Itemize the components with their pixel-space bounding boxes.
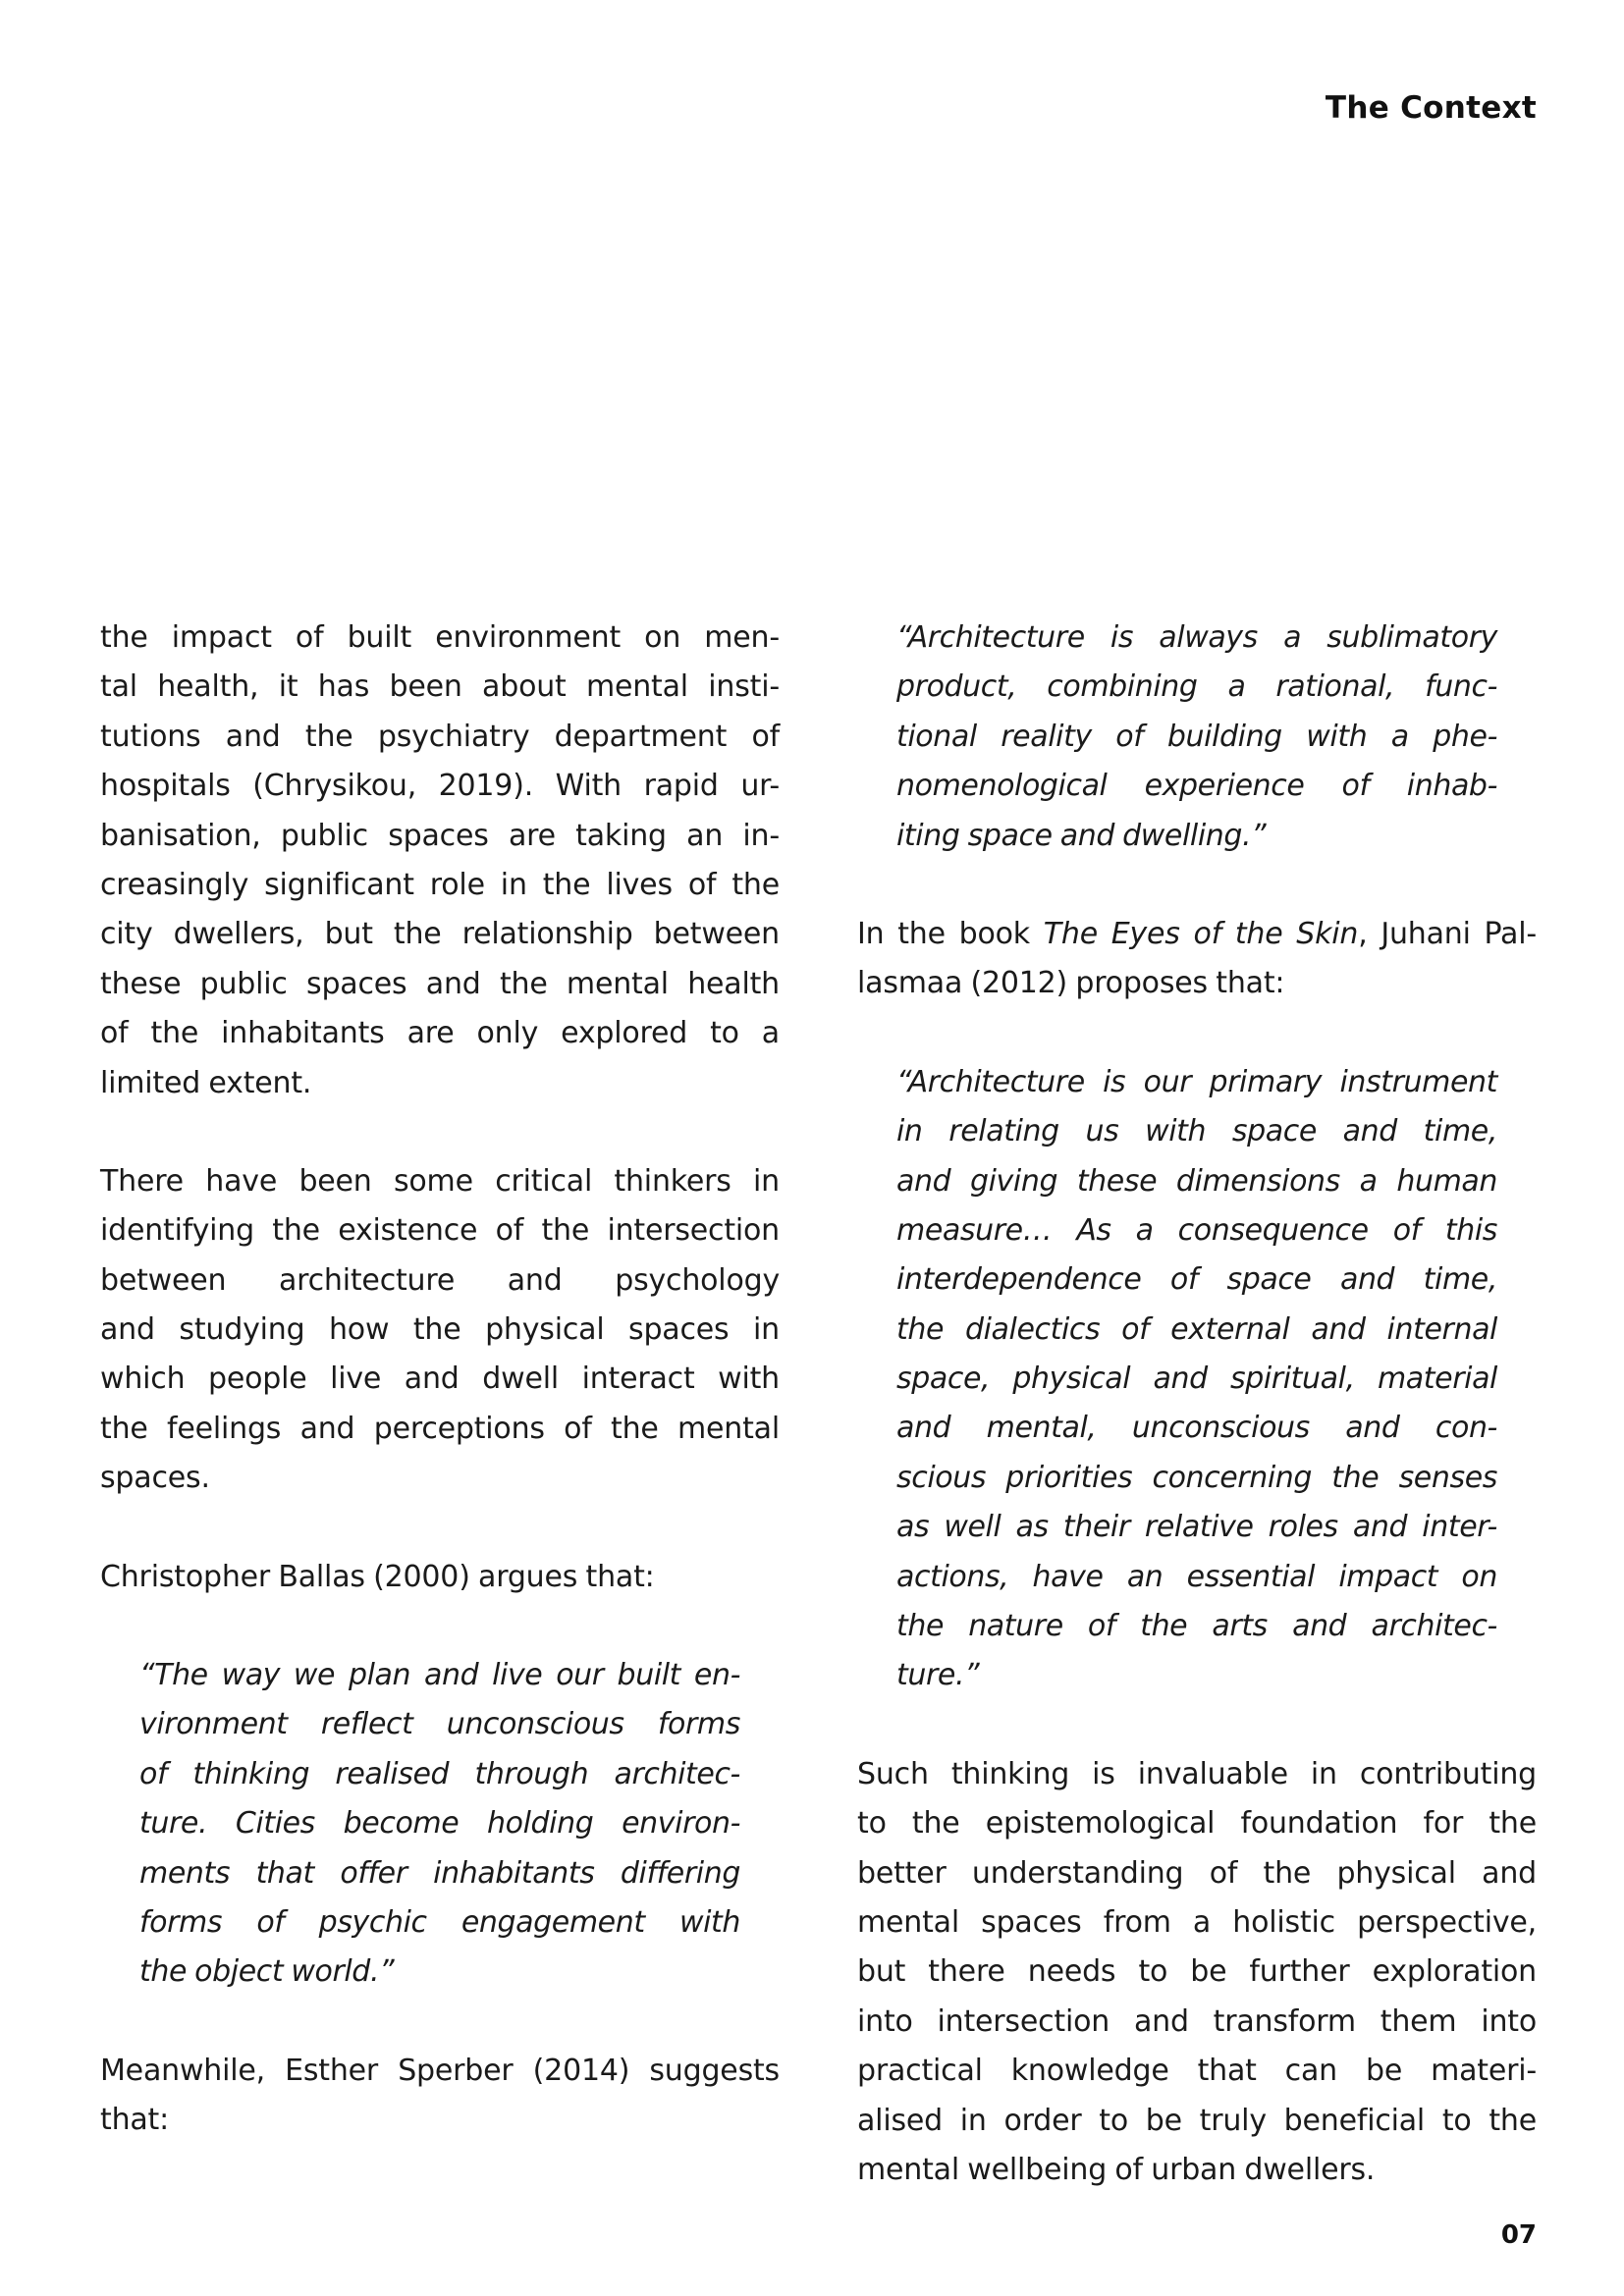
intro-prefix: In the book — [857, 916, 1044, 951]
text-line: creasingly significant role in the lives of the — [100, 867, 780, 902]
text-line: that: — [100, 2103, 170, 2138]
left-column — [100, 614, 780, 2195]
text-line: alised in order to be truly beneficial to the — [857, 2103, 1537, 2138]
paragraph-sperber-intro — [100, 2047, 780, 2146]
quote-sperber — [857, 614, 1537, 861]
intro-suffix: , Juhani Pal- — [1358, 916, 1537, 951]
text-line: city dwellers, but the relationship between — [100, 917, 780, 952]
quote-line: ture.” — [896, 1658, 980, 1693]
book-title: The Eyes of the Skin — [1043, 916, 1359, 951]
quote-line: “Architecture is our primary instrument — [896, 1064, 1497, 1099]
quote-line: scious priorities concerning the senses — [896, 1460, 1497, 1495]
quote-line: of thinking realised through architec- — [139, 1756, 740, 1791]
quote-line: “The way we plan and live our built en- — [139, 1658, 740, 1693]
text-line: the impact of built environment on men- — [100, 620, 780, 655]
text-line: tal health, it has been about mental insti- — [100, 669, 780, 705]
text-line: to the epistemological foundation for the — [857, 1806, 1537, 1842]
text-line: lasmaa (2012) proposes that: — [857, 966, 1285, 1001]
section-header: The Context — [1325, 90, 1537, 126]
text-line: limited extent. — [100, 1065, 312, 1100]
quote-ballas — [100, 1651, 780, 1998]
quote-line: ments that offer inhabitants differing — [139, 1855, 740, 1891]
quote-line: vironment reflect unconscious forms — [139, 1707, 740, 1742]
text-line: There have been some critical thinkers in — [100, 1163, 780, 1199]
text-line: better understanding of the physical and — [857, 1855, 1537, 1891]
text-line: tutions and the psychiatry department of — [100, 719, 780, 754]
text-line — [857, 910, 1537, 959]
text-line: into intersection and transform them into — [857, 2003, 1537, 2039]
quote-line: and giving these dimensions a human — [896, 1163, 1497, 1199]
text-line: these public spaces and the mental health — [100, 966, 780, 1001]
quote-line: and mental, unconscious and con- — [896, 1411, 1497, 1446]
paragraph-ballas-intro — [100, 1553, 780, 1602]
paragraph-impact — [100, 614, 780, 1108]
quote-line: as well as their relative roles and inter- — [896, 1510, 1497, 1545]
paragraph-thinkers — [100, 1157, 780, 1504]
text-line: between architecture and psychology — [100, 1262, 780, 1298]
quote-line: the object world.” — [139, 1954, 395, 1990]
quote-line: iting space and dwelling.” — [896, 818, 1267, 853]
text-line: identifying the existence of the intersection — [100, 1213, 780, 1249]
paragraph-conclusion — [857, 1750, 1537, 2196]
quote-line: in relating us with space and time, — [896, 1114, 1497, 1149]
text-line: practical knowledge that can be materi- — [857, 2054, 1537, 2089]
quote-line: interdependence of space and time, — [896, 1262, 1497, 1298]
text-line: Christopher Ballas (2000) argues that: — [100, 1559, 655, 1594]
right-column — [857, 614, 1537, 2244]
quote-line: the nature of the arts and architec- — [896, 1609, 1497, 1644]
text-line: hospitals (Chrysikou, 2019). With rapid ur- — [100, 769, 780, 804]
quote-line: actions, have an essential impact on — [896, 1559, 1497, 1594]
quote-line: ture. Cities become holding environ- — [139, 1806, 740, 1842]
text-line: spaces. — [100, 1461, 210, 1496]
text-line: banisation, public spaces are taking an in- — [100, 818, 780, 853]
text-line: mental spaces from a holistic perspective, — [857, 1904, 1537, 1940]
text-line: mental wellbeing of urban dwellers. — [857, 2152, 1376, 2187]
page-number: 07 — [1500, 2220, 1537, 2250]
text-line: the feelings and perceptions of the mental — [100, 1411, 780, 1446]
text-line: of the inhabitants are only explored to a — [100, 1016, 780, 1051]
text-line: Meanwhile, Esther Sperber (2014) suggests — [100, 2053, 780, 2088]
quote-line: product, combining a rational, func- — [896, 669, 1497, 705]
quote-line: the dialectics of external and internal — [896, 1311, 1497, 1347]
paragraph-pallasmaa-intro — [857, 910, 1537, 1009]
quote-line: “Architecture is always a sublimatory — [896, 620, 1497, 655]
quote-line: nomenological experience of inhab- — [896, 769, 1497, 804]
quote-pallasmaa — [857, 1058, 1537, 1701]
text-line: Such thinking is invaluable in contributing — [857, 1756, 1537, 1791]
quote-line: tional reality of building with a phe- — [896, 719, 1497, 754]
text-line: and studying how the physical spaces in — [100, 1312, 780, 1348]
text-line: which people live and dwell interact with — [100, 1362, 780, 1397]
quote-line: space, physical and spiritual, material — [896, 1362, 1497, 1397]
quote-line: measure… As a consequence of this — [896, 1212, 1497, 1248]
text-line: but there needs to be further exploration — [857, 1954, 1537, 1990]
quote-line: forms of psychic engagement with — [139, 1904, 740, 1940]
